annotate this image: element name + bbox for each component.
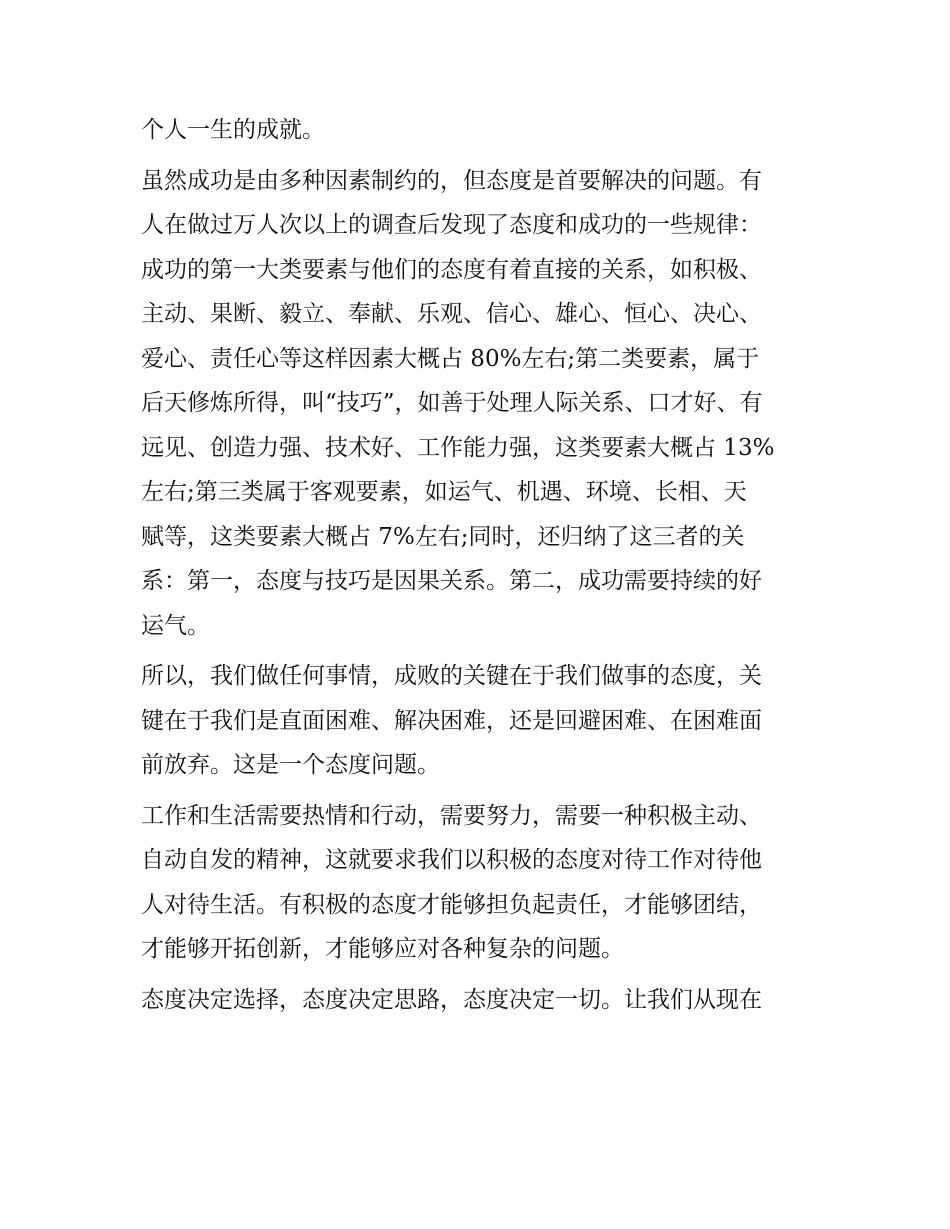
text-line: 个人一生的成就。 [141,117,325,143]
paragraph-2 [141,159,816,649]
text-line: 人对待生活。有积极的态度才能够担负起责任，才能够团结， [141,891,762,918]
text-line: 自动自发的精神，这就要求我们以积极的态度对待工作对待他 [141,847,762,873]
text-line: 键在于我们是直面困难、解决困难，还是回避困难、在困难面 [141,707,762,734]
text-line: 运气。 [141,612,210,639]
text-line: 赋等，这类要素大概占 7%左右;同时，还归纳了这三者的关 [141,523,745,550]
text-line: 虽然成功是由多种因素制约的，但态度是首要解决的问题。有 [141,167,762,194]
text-line: 左右;第三类属于客观要素，如运气、机遇、环境、长相、天 [141,479,747,505]
paragraph-1 [141,108,816,153]
text-line: 系：第一，态度与技巧是因果关系。第二，成功需要持续的好 [141,568,762,594]
text-line: 后天修炼所得，叫“技巧”，如善于处理人际关系、口才好、有 [141,390,763,416]
paragraph-4 [141,794,816,972]
text-line: 才能够开拓创新，才能够应对各种复杂的问题。 [141,936,624,962]
text-line: 主动、果断、毅立、奉献、乐观、信心、雄心、恒心、决心、 [141,301,762,327]
text-line: 工作和生活需要热情和行动，需要努力，需要一种积极主动、 [141,802,762,829]
document-body [141,108,816,1022]
paragraph-3 [141,654,816,788]
text-line: 爱心、责任心等这样因素大概占 80%左右;第二类要素，属于 [141,345,760,372]
paragraph-5 [141,978,816,1023]
text-line: 所以，我们做任何事情，成败的关键在于我们做事的态度，关 [141,663,762,689]
text-line: 人在做过万人次以上的调查后发现了态度和成功的一些规律： [141,212,762,238]
text-line: 前放弃。这是一个态度问题。 [141,752,440,778]
text-line: 态度决定选择，态度决定思路，态度决定一切。让我们从现在 [141,986,762,1013]
text-line: 成功的第一大类要素与他们的态度有着直接的关系，如积极、 [141,256,762,283]
text-line: 远见、创造力强、技术好、工作能力强，这类要素大概占 13% [141,434,775,461]
